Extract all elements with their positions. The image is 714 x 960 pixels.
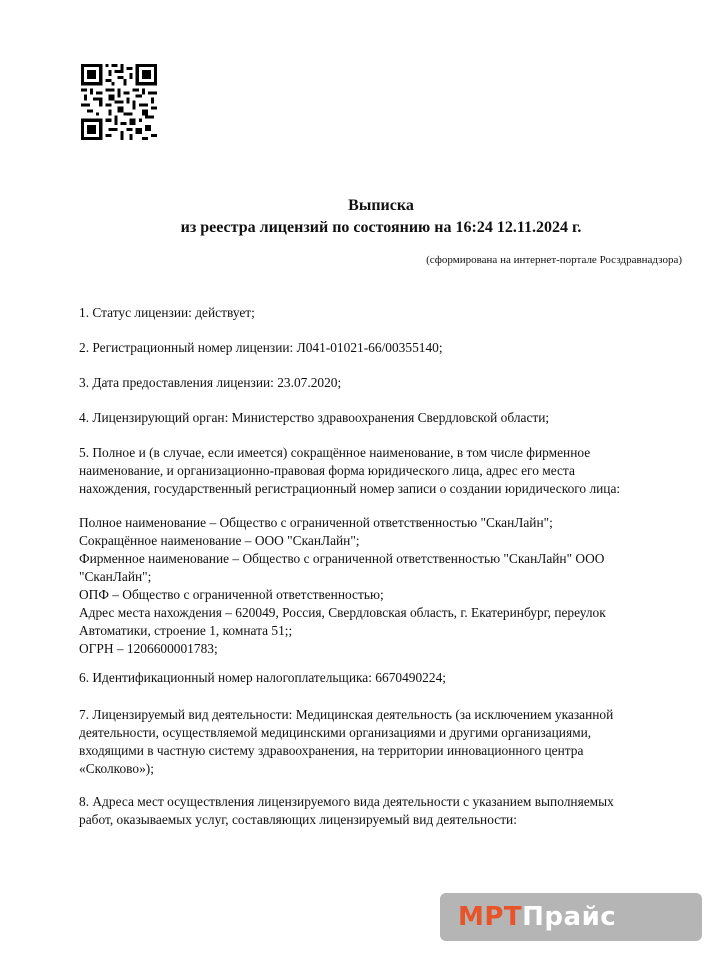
document-title: Выписка [348,197,414,214]
item-licensing-authority: 4. Лицензирующий орган: Министерство здравоохранения Свердловской области; [79,410,550,425]
item-registration-number: 2. Регистрационный номер лицензии: Л041-01021-66/00355140; [79,340,443,355]
watermark-logo: МРТПрайс [440,893,702,941]
item-license-status: 1. Статус лицензии: действует; [79,305,255,320]
qr-code-icon [81,64,157,140]
item-activity-addresses: 8. Адреса мест осуществления лицензируемого вида деятельности с указанием выполняемых работ, оказываемых услуг, составляющих лицензируемый вид деятельности: [79,794,614,827]
item-tax-id: 6. Идентификационный номер налогоплательщика: 6670490224; [79,670,446,685]
item-activity-type: 7. Лицензируемый вид деятельности: Медицинская деятельность (за исключением указанной деятельности, осуществляемой медицинскими организациями и другими организациями, входящими в частную систему здравоохранения, на территории инновационного центра «Сколково»); [79,707,614,776]
item-entity-name-heading: 5. Полное и (в случае, если имеется) сокращённое наименование, в том числе фирменное наименование, и организационно-правовая форма юридического лица, адрес его места нахождения, государственный регистрационный номер записи о создании юридического лица: [79,445,621,496]
item-issue-date: 3. Дата предоставления лицензии: 23.07.2020; [79,375,342,390]
document-subtitle: из реестра лицензий по состоянию на 16:24 12.11.2024 г. [180,219,582,236]
source-note: (сформирована на интернет-портале Росздравнадзора) [426,254,682,266]
item-entity-details: Полное наименование – Общество с ограниченной ответственностью "СканЛайн"; Сокращённое наименование – ООО "СканЛайн"; Фирменное наименование – Общество с ограниченной ответственностью "СканЛайн" ООО "СканЛайн"; ОПФ – Общество с ограниченной ответственностью; Адрес места нахождения – 620049, Россия, Свердловская область, г. Екатеринбург, переулок Автоматики, строение 1, комната 51;; ОГРН – 1206600001783; [79,515,606,656]
